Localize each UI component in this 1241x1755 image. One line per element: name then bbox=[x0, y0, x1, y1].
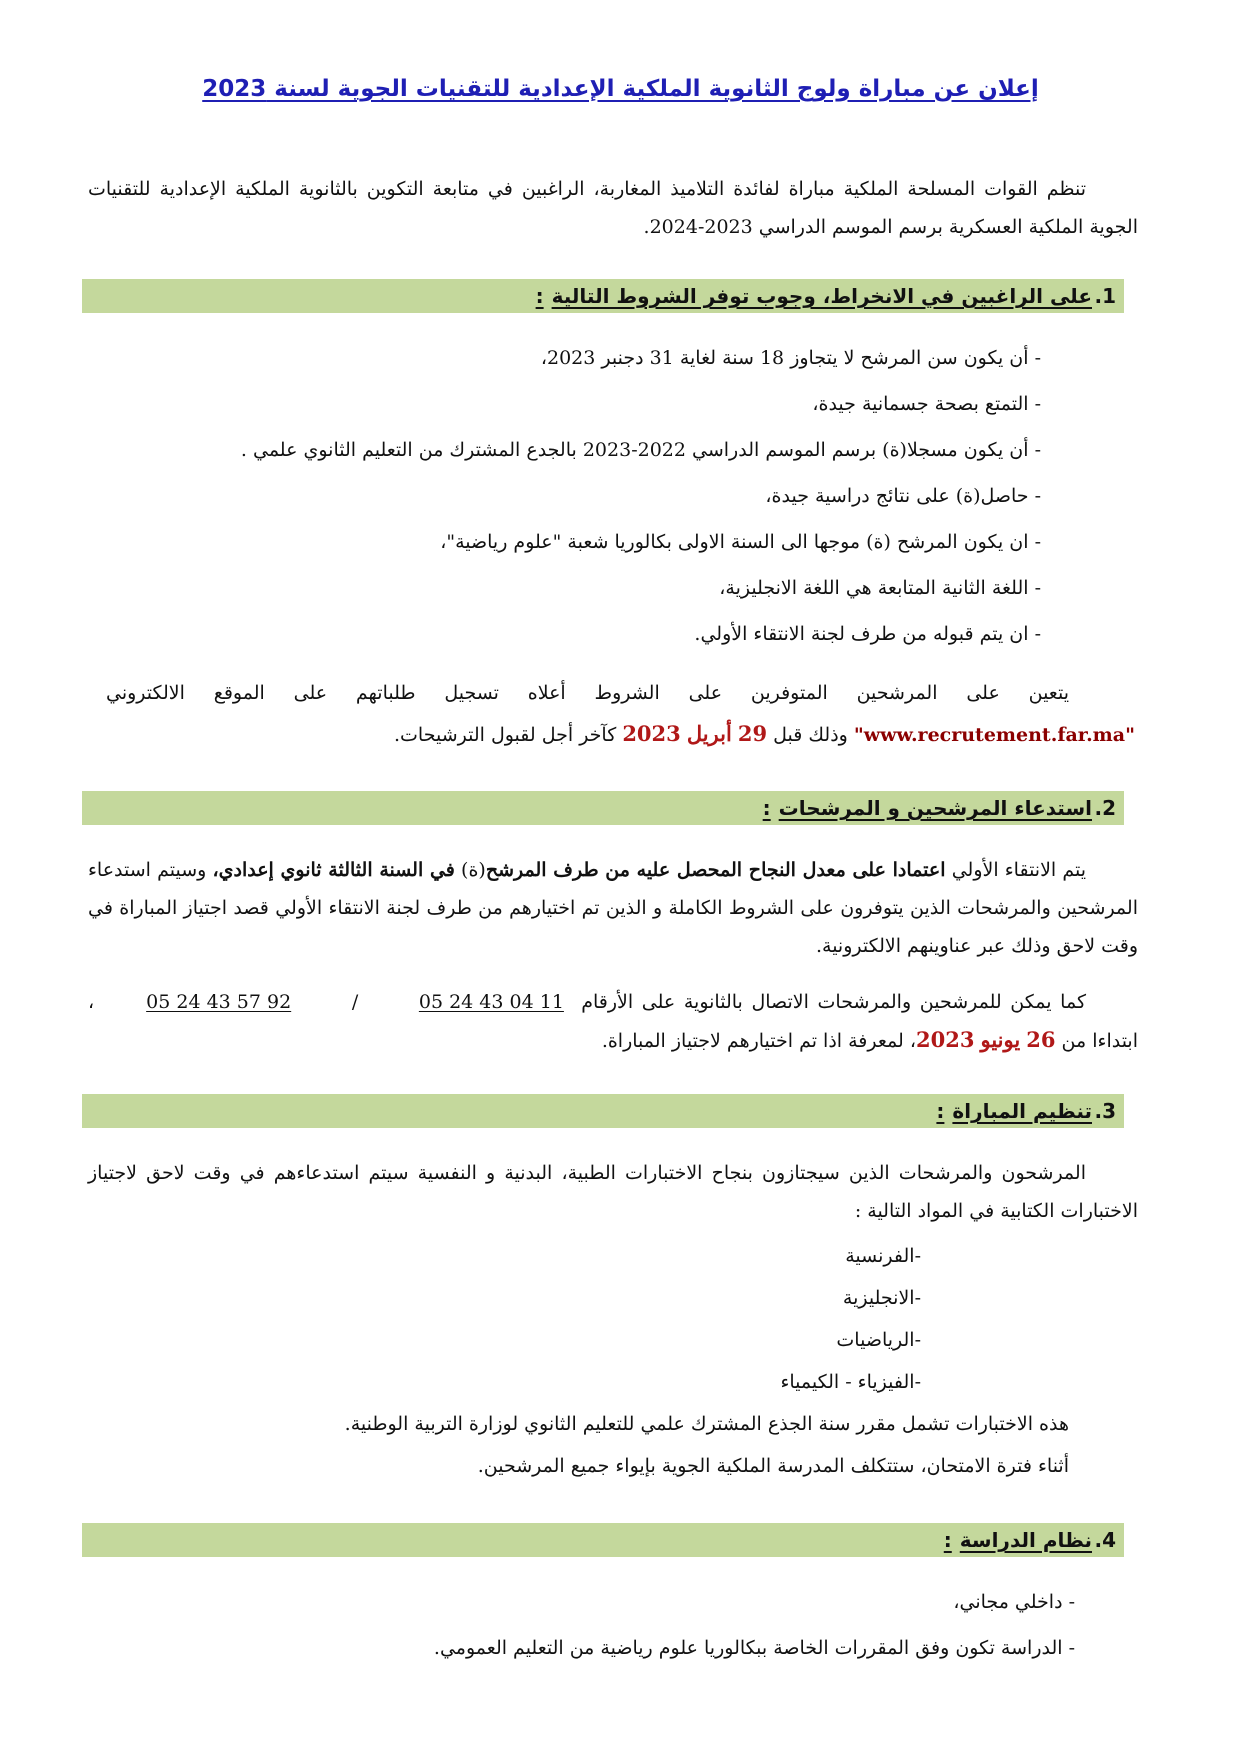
section-1-label: على الراغبين في الانخراط، وجوب توفر الشروط التالية bbox=[551, 284, 1092, 308]
condition-item: - أن يكون مسجلا(ة) برسم الموسم الدراسي 2022-2023 بالجدع المشترك من التعليم الثانوي علمي . bbox=[240, 439, 1041, 461]
section-3-colon: : bbox=[936, 1099, 945, 1123]
page-title: إعلان عن مباراة ولوج الثانوية الملكية الإعدادية للتقنيات الجوية لسنة 2023 bbox=[202, 76, 1039, 102]
section-2-label: استدعاء المرشحين و المرشحات bbox=[778, 796, 1092, 820]
phone-separator: / bbox=[351, 991, 359, 1013]
section-2-header bbox=[82, 791, 1124, 825]
registration-text: يتعين على المرشحين المتوفرين على الشروط أعلاه تسجيل طلباتهم على الموقع الالكتروني bbox=[106, 682, 1069, 704]
subject-item: -الفيزياء - الكيمياء bbox=[780, 1371, 921, 1393]
section-2-number: 2. bbox=[1094, 796, 1116, 820]
exam-curriculum-text: هذه الاختبارات تشمل مقرر سنة الجذع المشترك علمي للتعليم الثانوي لوزارة التربية الوطنية. bbox=[344, 1413, 1069, 1435]
section-4-number: 4. bbox=[1094, 1528, 1116, 1552]
contact-date-year: 2023 bbox=[915, 1027, 975, 1052]
selection-intro: يتم الانتقاء الأولي bbox=[951, 859, 1087, 881]
section-2-colon: : bbox=[762, 796, 771, 820]
section-1-title bbox=[536, 279, 1092, 313]
intro-paragraph: تنظم القوات المسلحة الملكية مباراة لفائدة التلاميذ المغاربة، الراغبين في متابعة التكوين بالثانوية الملكية الإعدادية للتقنيات الجوية الملكية العسكرية برسم الموسم الدراسي 2023-2024. bbox=[88, 178, 1138, 238]
section-4-header bbox=[82, 1523, 1124, 1557]
section-3-title bbox=[936, 1094, 1092, 1128]
deadline-before-text: وذلك قبل bbox=[773, 724, 848, 746]
selection-convocation-text: وسيتم استدعاء المرشحين والمرشحات الذين يتوفرون على الشروط الكاملة و الذين تم اختيارهم من طرف لجنة الانتقاء الأولي قصد اجتياز المباراة في وقت لاحق وذلك عبر عناوينهم الالكترونية. bbox=[88, 859, 1138, 957]
study-system-item: - الدراسة تكون وفق المقررات الخاصة ببكالوريا علوم رياضية من التعليم العمومي. bbox=[433, 1637, 1075, 1659]
deadline-year: 2023 bbox=[622, 721, 681, 746]
exam-accommodation-text: أثناء فترة الامتحان، ستتكلف المدرسة الملكية الجوية بإيواء جميع المرشحين. bbox=[477, 1455, 1069, 1477]
contact-paragraph bbox=[88, 983, 1138, 1060]
selection-criteria: اعتمادا على معدل النجاح المحصل عليه من طرف المرشح bbox=[485, 859, 946, 881]
contact-intro: كما يمكن للمرشحين والمرشحات الاتصال بالثانوية على الأرقام bbox=[581, 991, 1086, 1013]
condition-item: - ان يتم قبوله من طرف لجنة الانتقاء الأولي. bbox=[694, 623, 1041, 645]
contact-from-text: ، ابتداءا من bbox=[88, 991, 1138, 1052]
registration-deadline-line bbox=[394, 716, 1135, 753]
deadline-month: أبريل bbox=[686, 721, 732, 746]
condition-item: - حاصل(ة) على نتائج دراسية جيدة، bbox=[765, 485, 1041, 507]
subject-item: -الرياضيات bbox=[836, 1329, 921, 1351]
deadline-day: 29 bbox=[737, 721, 768, 746]
section-4-colon: : bbox=[943, 1528, 952, 1552]
selection-gender-marker: (ة) bbox=[461, 859, 486, 881]
study-system-item: - داخلي مجاني، bbox=[953, 1591, 1075, 1613]
contact-date-day: 26 bbox=[1026, 1027, 1056, 1052]
section-1-header bbox=[82, 279, 1124, 313]
deadline-after-text: كآخر أجل لقبول الترشيحات. bbox=[393, 724, 617, 746]
condition-item: - التمتع بصحة جسمانية جيدة، bbox=[812, 393, 1041, 415]
exam-paragraph: المرشحون والمرشحات الذين سيجتازون بنجاح الاختبارات الطبية، البدنية و النفسية سيتم استدعاءهم في وقت لاحق لاجتياز الاختبارات الكتابية في المواد التالية : bbox=[88, 1162, 1138, 1222]
section-1-colon: : bbox=[535, 284, 544, 308]
section-4-title bbox=[944, 1523, 1092, 1557]
condition-item: - أن يكون سن المرشح لا يتجاوز 18 سنة لغاية 31 دجنبر 2023، bbox=[540, 347, 1041, 369]
subject-item: -الفرنسية bbox=[845, 1245, 921, 1267]
condition-item: - اللغة الثانية المتابعة هي اللغة الانجليزية، bbox=[719, 577, 1041, 599]
section-1-number: 1. bbox=[1094, 284, 1116, 308]
phone-number-1[interactable]: 05 24 43 04 11 bbox=[418, 991, 564, 1013]
selection-paragraph bbox=[88, 851, 1138, 965]
selection-grade-level: في السنة الثالثة ثانوي إعدادي، bbox=[212, 859, 455, 881]
phone-number-2[interactable]: 05 24 43 57 92 bbox=[146, 991, 292, 1013]
section-3-label: تنظيم المباراة bbox=[952, 1099, 1092, 1123]
section-4-label: نظام الدراسة bbox=[959, 1528, 1092, 1552]
section-3-header bbox=[82, 1094, 1124, 1128]
condition-item: - ان يكون المرشح (ة) موجها الى السنة الاولى بكالوريا شعبة "علوم رياضية"، bbox=[440, 531, 1041, 553]
section-2-title bbox=[763, 791, 1092, 825]
contact-purpose-text: ، لمعرفة اذا تم اختيارهم لاجتياز المباراة. bbox=[601, 1030, 916, 1052]
contact-date-month: يونيو bbox=[980, 1027, 1021, 1052]
subject-item: -الانجليزية bbox=[842, 1287, 921, 1309]
recruitment-website-link[interactable]: "www.recrutement.far.ma" bbox=[853, 724, 1135, 746]
section-3-number: 3. bbox=[1094, 1099, 1116, 1123]
